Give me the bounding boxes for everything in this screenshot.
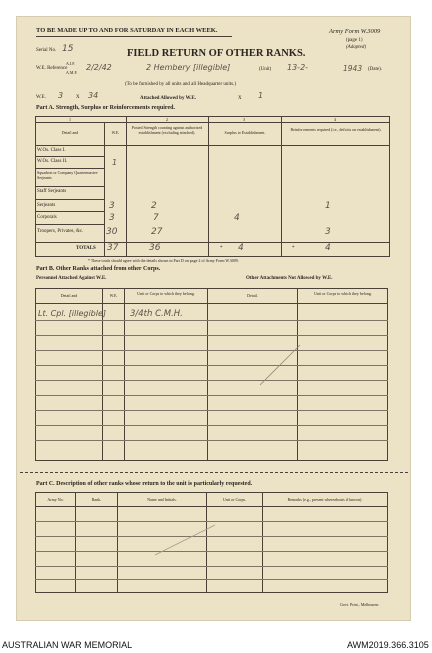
- col-heading-reinf: Reinforcements required (i.e., deficits on establishment).: [290, 127, 382, 132]
- section-divider: [20, 472, 408, 473]
- row-label: Corporals: [37, 215, 57, 220]
- part-b-top-rule: [35, 288, 388, 289]
- col-num-3: 3: [243, 117, 245, 122]
- part-c-vline: [117, 492, 118, 592]
- row-posted-value: 7: [153, 213, 159, 223]
- we-reference-label: W.E. Reference: [36, 66, 68, 71]
- row-reinf-value: 3: [325, 227, 331, 237]
- footer-accession: AWM2019.366.3105: [347, 640, 429, 650]
- row-label: Squadron or Company Quartermaster-Serjeants: [37, 170, 99, 180]
- part-c-header-rule: [35, 506, 388, 507]
- part-c-col-name: Name and Initials.: [147, 497, 177, 502]
- part-b-row-rule: [35, 395, 388, 396]
- row-label: W.Os. Class I.: [37, 148, 66, 153]
- we-value: 3: [58, 91, 64, 100]
- part-c-col-rank: Rank.: [91, 497, 102, 502]
- part-b-row-rule: [35, 440, 388, 441]
- part-b-row-rule: [35, 365, 388, 366]
- part-a-header-rule: [35, 145, 390, 146]
- part-a-bottom-rule: [35, 256, 390, 257]
- row-rule: [35, 168, 105, 169]
- part-c-title: Part C. Description of other ranks whose return to the unit is particularly requested.: [36, 481, 253, 487]
- footer-institution: AUSTRALIAN WAR MEMORIAL: [2, 640, 133, 650]
- we-reference-value: 2/2/42: [86, 63, 112, 72]
- part-c-top-rule: [35, 492, 388, 493]
- form-title: FIELD RETURN OF OTHER RANKS.: [127, 48, 306, 59]
- row-label: Troopers, Privates, &c.: [37, 229, 84, 234]
- part-b-vline: [387, 288, 388, 460]
- part-b-bottom-rule: [35, 460, 388, 461]
- part-c-col-remarks: Remarks (e.g., present whereabouts if known).: [287, 497, 363, 502]
- part-b-row-rule: [35, 320, 388, 321]
- row-we-value: 3: [109, 213, 115, 223]
- date-value: 13-2-: [287, 63, 309, 72]
- part-a-vline: [208, 116, 209, 256]
- part-b-header-rule: [35, 303, 388, 304]
- total-surplus: 4: [238, 243, 244, 253]
- row-we-value: 30: [106, 227, 118, 237]
- row-label: Serjeants: [37, 203, 56, 208]
- part-a-vline: [281, 116, 282, 256]
- part-c-row-rule: [35, 566, 388, 567]
- furnish-note: (To be furnished by all units and all Headquarter units.): [125, 82, 237, 87]
- part-c-bottom-rule: [35, 592, 388, 593]
- col-num-1: 1: [69, 117, 71, 122]
- attached-value: 1: [258, 91, 264, 100]
- row-label: W.Os. Class II.: [37, 159, 68, 164]
- year-value: 1943: [343, 64, 363, 73]
- part-c-row-rule: [35, 579, 388, 580]
- amf-label: A.M.F.: [66, 70, 78, 75]
- total-reinf: 4: [325, 243, 331, 253]
- part-b-title: Part B. Other Ranks attached from other Corps.: [36, 266, 161, 272]
- instruction-underline: [36, 36, 232, 37]
- part-a-colnum-rule: [35, 122, 390, 123]
- part-a-title: Part A. Strength, Surplus or Reinforcements required.: [36, 105, 175, 111]
- col-heading-we: W.E.: [111, 130, 120, 135]
- part-a-totals-rule: [35, 242, 390, 243]
- col-num-2: 2: [166, 117, 168, 122]
- we-x: X: [76, 95, 80, 100]
- row-posted-value: 2: [151, 201, 157, 211]
- part-b-row-rule: [35, 335, 388, 336]
- part-c-col-unit: Unit or Corps.: [223, 497, 246, 502]
- row-rule: [35, 186, 105, 187]
- total-we: 37: [107, 243, 119, 253]
- part-b-vline: [124, 288, 125, 460]
- aif-label: A.I.F.: [66, 61, 76, 66]
- part-b-right-heading: Other Attachments Not Allowed by W.E.: [246, 276, 333, 281]
- row-surplus-value: 4: [234, 213, 240, 223]
- part-b-entry-detail: Lt. Cpl. [illegible]: [38, 309, 107, 318]
- unit-label: (Unit): [259, 67, 272, 72]
- row-reinf-value: 1: [325, 201, 331, 211]
- part-b-col-detail-right: Detail.: [247, 293, 258, 298]
- row-label: Staff Serjeants: [37, 189, 67, 194]
- army-form-label: Army Form W.3009: [329, 28, 381, 35]
- part-c-vline: [35, 492, 36, 592]
- part-b-row-rule: [35, 350, 388, 351]
- part-b-left-heading: Personnel Attached Against W.E.: [36, 276, 107, 281]
- totals-label: TOTALS: [76, 246, 96, 251]
- adapted-label: (Adapted): [346, 45, 366, 50]
- instruction-text: TO BE MADE UP TO AND FOR SATURDAY IN EACH WEEK.: [36, 27, 218, 34]
- part-b-row-rule: [35, 380, 388, 381]
- row-we-value: 1: [112, 158, 118, 167]
- archive-footer: [0, 636, 432, 653]
- total-posted: 36: [149, 243, 161, 253]
- part-b-vline: [35, 288, 36, 460]
- unit-value: 2 Hembery [illegible]: [146, 63, 231, 72]
- row-posted-value: 27: [151, 227, 163, 237]
- row-rule: [35, 199, 105, 200]
- part-c-col-army-no: Army No.: [47, 497, 64, 502]
- attached-label: Attached Allowed by W.E.: [140, 96, 196, 101]
- page-label: (page 1): [346, 38, 363, 43]
- part-b-vline: [207, 288, 208, 460]
- part-c-vline: [75, 492, 76, 592]
- total-reinf-star: *: [292, 246, 295, 251]
- row-rule: [35, 224, 105, 225]
- part-b-col-unit: Unit or Corps to which they belong.: [137, 291, 195, 296]
- row-rule: [35, 211, 105, 212]
- col-heading-posted: Posted Strength counting against authorized establishment (excluding attached).: [131, 125, 203, 135]
- attached-x: X: [238, 96, 242, 101]
- part-a-vline: [389, 116, 390, 256]
- date-label: (Date).: [368, 67, 383, 72]
- part-b-row-rule: [35, 425, 388, 426]
- serial-label: Serial No.: [36, 48, 57, 53]
- pencil-strike-mark: [150, 520, 220, 560]
- row-rule: [35, 156, 105, 157]
- part-b-col-unit-right: Unit or Corps to which they belong.: [314, 291, 372, 296]
- part-c-vline: [387, 492, 388, 592]
- row-we-value: 3: [109, 201, 115, 211]
- we-label: W.E.: [36, 95, 46, 100]
- serial-value: 15: [62, 44, 74, 54]
- we-x-value: 34: [88, 91, 99, 100]
- col-heading-detail: Detail and: [61, 130, 79, 135]
- part-a-vline: [126, 116, 127, 256]
- part-a-vline: [104, 122, 105, 256]
- total-surplus-star: *: [220, 246, 223, 251]
- part-b-entry-unit: 3/4th C.M.H.: [130, 309, 183, 319]
- part-a-footnote: * These totals should agree with the details shown in Part D on page 2 of Army Form W.3009.: [88, 258, 239, 263]
- part-b-col-we: W.E.: [109, 293, 118, 298]
- part-b-col-detail: Detail and: [60, 293, 78, 298]
- part-c-vline: [262, 492, 263, 592]
- col-heading-surplus: Surplus to Establishment.: [224, 130, 266, 135]
- col-num-4: 4: [334, 117, 336, 122]
- pencil-strike-mark: [255, 340, 305, 390]
- part-b-row-rule: [35, 410, 388, 411]
- printer-imprint: Govt. Print., Melbourne.: [340, 602, 380, 607]
